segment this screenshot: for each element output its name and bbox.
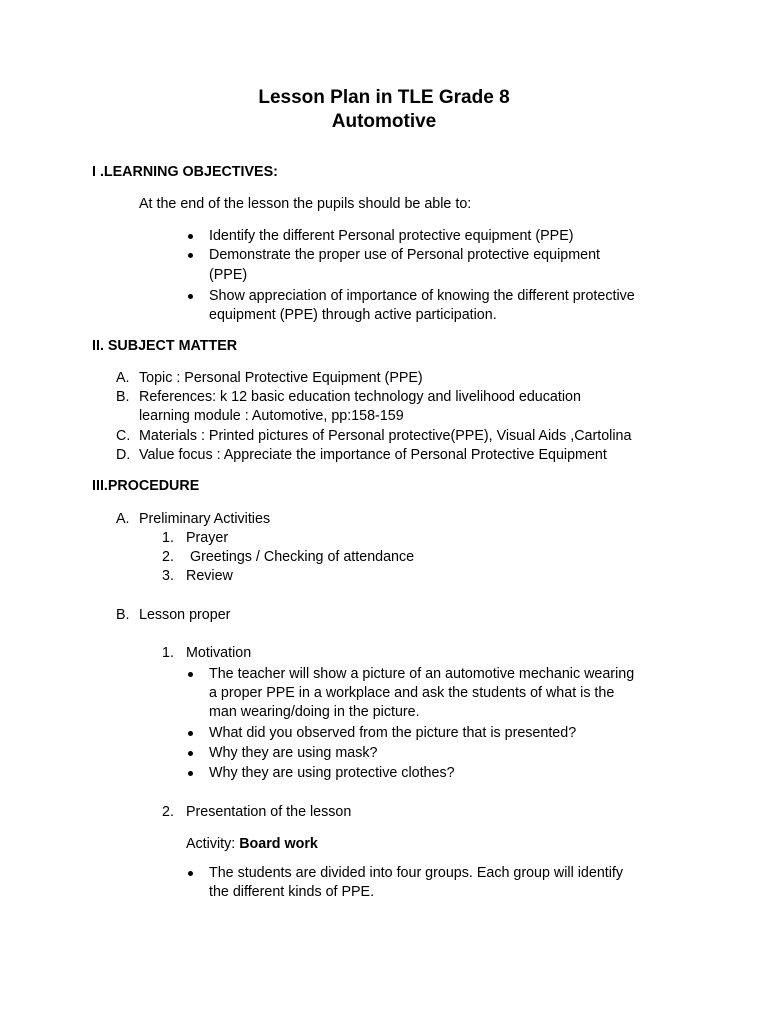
list-label: B. <box>116 607 130 623</box>
presentation-item-continued: the different kinds of PPE. <box>209 884 375 900</box>
subject-item-references-continued: learning module : Automotive, pp:158-159 <box>139 408 404 424</box>
motivation-item: The teacher will show a picture of an automotive mechanic wearing <box>209 666 635 682</box>
section-heading-subject-matter: II. SUBJECT MATTER <box>92 338 238 354</box>
list-label: 2. <box>162 549 174 565</box>
section-heading-objectives: I .LEARNING OBJECTIVES: <box>92 164 278 180</box>
objective-item: Demonstrate the proper use of Personal protective equipment <box>209 247 601 263</box>
list-label: D. <box>116 447 131 463</box>
subject-item-value-focus: Value focus : Appreciate the importance of Personal Protective Equipment <box>139 447 607 463</box>
list-label: B. <box>116 389 130 405</box>
bullet-icon <box>188 234 193 239</box>
motivation-item-continued: a proper PPE in a workplace and ask the students of what is the <box>209 685 615 701</box>
bullet-icon <box>188 672 193 677</box>
bullet-icon <box>188 294 193 299</box>
activity-line <box>186 835 318 854</box>
motivation-item: What did you observed from the picture that is presented? <box>209 725 577 741</box>
objective-item: Identify the different Personal protective equipment (PPE) <box>209 228 574 244</box>
list-label: 1. <box>162 645 174 661</box>
activity-name: Board work <box>239 836 318 852</box>
bullet-icon <box>188 731 193 736</box>
list-label: C. <box>116 428 131 444</box>
presentation-heading: Presentation of the lesson <box>186 804 352 820</box>
presentation-item: The students are divided into four groups. Each group will identify <box>209 865 624 881</box>
list-label: 2. <box>162 804 174 820</box>
list-label: A. <box>116 370 130 386</box>
objective-item: Show appreciation of importance of knowing the different protective <box>209 288 635 304</box>
motivation-item: Why they are using protective clothes? <box>209 765 455 781</box>
objective-item-continued: equipment (PPE) through active participation. <box>209 307 497 323</box>
objective-item-continued: (PPE) <box>209 267 248 283</box>
activity-label: Activity: <box>186 836 240 852</box>
step-prayer: Prayer <box>186 530 229 546</box>
section-heading-procedure: III.PROCEDURE <box>92 478 200 494</box>
step-review: Review <box>186 568 233 584</box>
subject-item-references: References: k 12 basic education technology and livelihood education <box>139 389 581 405</box>
document-title: Lesson Plan in TLE Grade 8 <box>258 87 510 108</box>
step-greetings: Greetings / Checking of attendance <box>186 549 415 565</box>
subject-item-materials: Materials : Printed pictures of Personal protective(PPE), Visual Aids ,Cartolina <box>139 428 632 444</box>
lesson-proper: Lesson proper <box>139 607 231 623</box>
objectives-intro: At the end of the lesson the pupils should be able to: <box>139 196 472 212</box>
bullet-icon <box>188 771 193 776</box>
motivation-item-continued: man wearing/doing in the picture. <box>209 704 420 720</box>
list-label: A. <box>116 511 130 527</box>
bullet-icon <box>188 871 193 876</box>
preliminary-activities: Preliminary Activities <box>139 511 271 527</box>
document-subtitle: Automotive <box>331 111 437 132</box>
motivation-heading: Motivation <box>186 645 252 661</box>
list-label: 1. <box>162 530 174 546</box>
subject-item-topic: Topic : Personal Protective Equipment (PPE) <box>139 370 423 386</box>
bullet-icon <box>188 751 193 756</box>
motivation-item: Why they are using mask? <box>209 745 378 761</box>
list-label: 3. <box>162 568 174 584</box>
bullet-icon <box>188 253 193 258</box>
